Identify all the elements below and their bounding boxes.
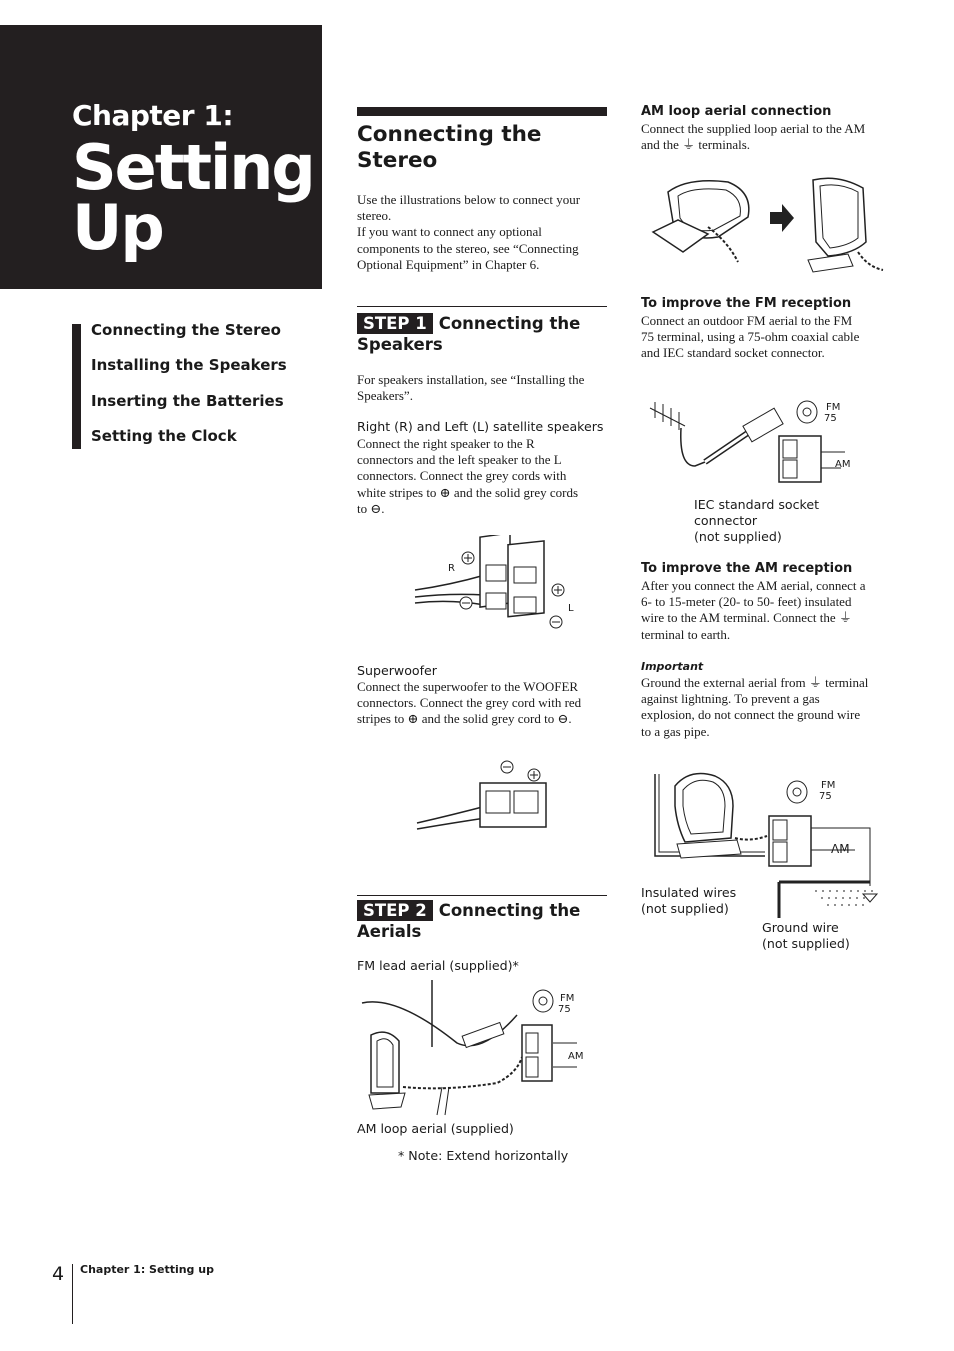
- toc-item-inserting-batteries[interactable]: Inserting the Batteries: [91, 392, 284, 410]
- chapter-title-line: Setting: [72, 131, 314, 204]
- am-loop-heading: AM loop aerial connection: [641, 104, 832, 119]
- text-line: Ground the external aerial from ⏚ terminal: [641, 675, 869, 690]
- iec-connector-label: [694, 497, 819, 545]
- step2-title: Aerials: [357, 922, 422, 941]
- chapter-label: Chapter 1:: [72, 99, 234, 132]
- text-line: Ground wire: [762, 920, 839, 935]
- step1-rule: [357, 306, 607, 307]
- text-line: IEC standard socket: [694, 497, 820, 512]
- loop-aerial-assembly-diagram: [648, 172, 893, 277]
- step2-rule: [357, 895, 607, 896]
- fm-ohm-label: 75: [819, 791, 832, 802]
- fm-improve-text: [641, 313, 901, 362]
- toc-item-setting-clock[interactable]: Setting the Clock: [91, 427, 237, 445]
- text-line: white stripes to ⊕ and the solid grey cords: [357, 484, 579, 500]
- toc-bar: [72, 324, 81, 449]
- text-line: connectors. Connect the grey cords with: [357, 468, 567, 484]
- chapter-title-line: Up: [72, 191, 163, 264]
- am-improve-text: [641, 578, 901, 643]
- step1-heading: [357, 313, 607, 355]
- step1-title: Speakers: [357, 335, 443, 354]
- section-title-line: Connecting the: [357, 122, 542, 147]
- satellite-text: [357, 436, 607, 517]
- fm-label: FM: [560, 993, 575, 1004]
- step2-title: Connecting the: [438, 901, 581, 920]
- woofer-heading: Superwoofer: [357, 663, 437, 678]
- am-loop-label: AM loop aerial (supplied): [357, 1121, 514, 1136]
- text-line: and the ⏚ terminals.: [641, 137, 751, 153]
- am-improve-heading: To improve the AM reception: [641, 561, 853, 576]
- fm-outdoor-diagram: [645, 396, 865, 486]
- text-line: to a gas pipe.: [641, 723, 710, 739]
- text-line: Connect an outdoor FM aerial to the FM: [641, 313, 853, 328]
- am-label: AM: [831, 842, 850, 856]
- text-line: components to the stereo, see “Connecting: [357, 240, 579, 256]
- aerial-diagram: [357, 975, 597, 1125]
- text-line: to ⊖.: [357, 500, 385, 516]
- section-intro: [357, 192, 607, 273]
- text-line: wire to the AM terminal. Connect the ⏚: [641, 610, 852, 626]
- section-rule: [357, 107, 607, 116]
- toc-item-installing-speakers[interactable]: Installing the Speakers: [91, 356, 287, 374]
- text-line: connectors. Connect the grey cord with red: [357, 695, 582, 711]
- text-line: Connect the superwoofer to the WOOFER: [357, 679, 579, 694]
- text-line: (not supplied): [641, 901, 729, 916]
- text-line: terminal to earth.: [641, 626, 731, 642]
- text-line: (not supplied): [694, 529, 782, 544]
- text-line: Connect the right speaker to the R: [357, 436, 535, 451]
- text-line: explosion, do not connect the ground wire: [641, 707, 861, 723]
- text-line: connectors and the left speaker to the L: [357, 452, 562, 468]
- text-line: Optional Equipment” in Chapter 6.: [357, 256, 540, 272]
- fm-ohm-label: 75: [558, 1004, 571, 1015]
- footer-divider: [72, 1264, 73, 1324]
- satellite-heading: Right (R) and Left (L) satellite speakers: [357, 419, 604, 434]
- ground-wire-label: [762, 920, 850, 952]
- text-line: (not supplied): [762, 936, 850, 951]
- step1-intro: [357, 372, 607, 404]
- text-line: stereo.: [357, 208, 392, 224]
- woofer-text: [357, 679, 607, 728]
- toc-item-connecting-stereo[interactable]: Connecting the Stereo: [91, 321, 281, 339]
- fm-label: FM: [826, 402, 841, 413]
- text-line: Speakers”.: [357, 388, 413, 404]
- text-line: stripes to ⊕ and the solid grey cord to ⊖.: [357, 711, 572, 727]
- text-line: Connect the supplied loop aerial to the AM: [641, 121, 866, 136]
- label-l: L: [568, 603, 574, 614]
- fm-improve-heading: To improve the FM reception: [641, 296, 852, 311]
- text-line: If you want to connect any optional: [357, 224, 542, 240]
- footer-text: Chapter 1: Setting up: [80, 1263, 214, 1276]
- fm-lead-label: FM lead aerial (supplied)*: [357, 958, 519, 973]
- am-loop-text: [641, 121, 901, 153]
- page-number: 4: [52, 1263, 65, 1285]
- insulated-wires-label: [641, 885, 736, 917]
- text-line: For speakers installation, see “Installing the: [357, 372, 585, 387]
- chapter-title: [72, 131, 314, 264]
- fm-label: FM: [821, 780, 836, 791]
- text-line: 75 terminal, using a 75-ohm coaxial cable: [641, 329, 860, 345]
- label-r: R: [448, 563, 455, 574]
- important-heading: Important: [641, 660, 704, 673]
- step1-tag: STEP 1: [357, 313, 433, 334]
- text-line: After you connect the AM aerial, connect a: [641, 578, 866, 593]
- section-title-line: Stereo: [357, 148, 438, 173]
- step2-heading: [357, 900, 607, 942]
- chapter-banner: [0, 25, 322, 289]
- step1-title: Connecting the: [438, 314, 581, 333]
- satellite-speaker-diagram: [410, 535, 580, 640]
- fm-ohm-label: 75: [824, 413, 837, 424]
- text-line: against lightning. To prevent a gas: [641, 691, 820, 707]
- am-label: AM: [835, 459, 851, 470]
- important-text: [641, 675, 901, 740]
- section-title: [357, 122, 607, 174]
- am-label: AM: [568, 1051, 584, 1062]
- text-line: 6- to 15-meter (20- to 50- feet) insulated: [641, 594, 852, 610]
- text-line: Insulated wires: [641, 885, 737, 900]
- extend-note: * Note: Extend horizontally: [398, 1148, 569, 1163]
- woofer-diagram: [412, 755, 562, 840]
- text-line: Use the illustrations below to connect your: [357, 192, 581, 207]
- text-line: connector: [694, 513, 758, 528]
- text-line: and IEC standard socket connector.: [641, 345, 825, 361]
- step2-tag: STEP 2: [357, 900, 433, 921]
